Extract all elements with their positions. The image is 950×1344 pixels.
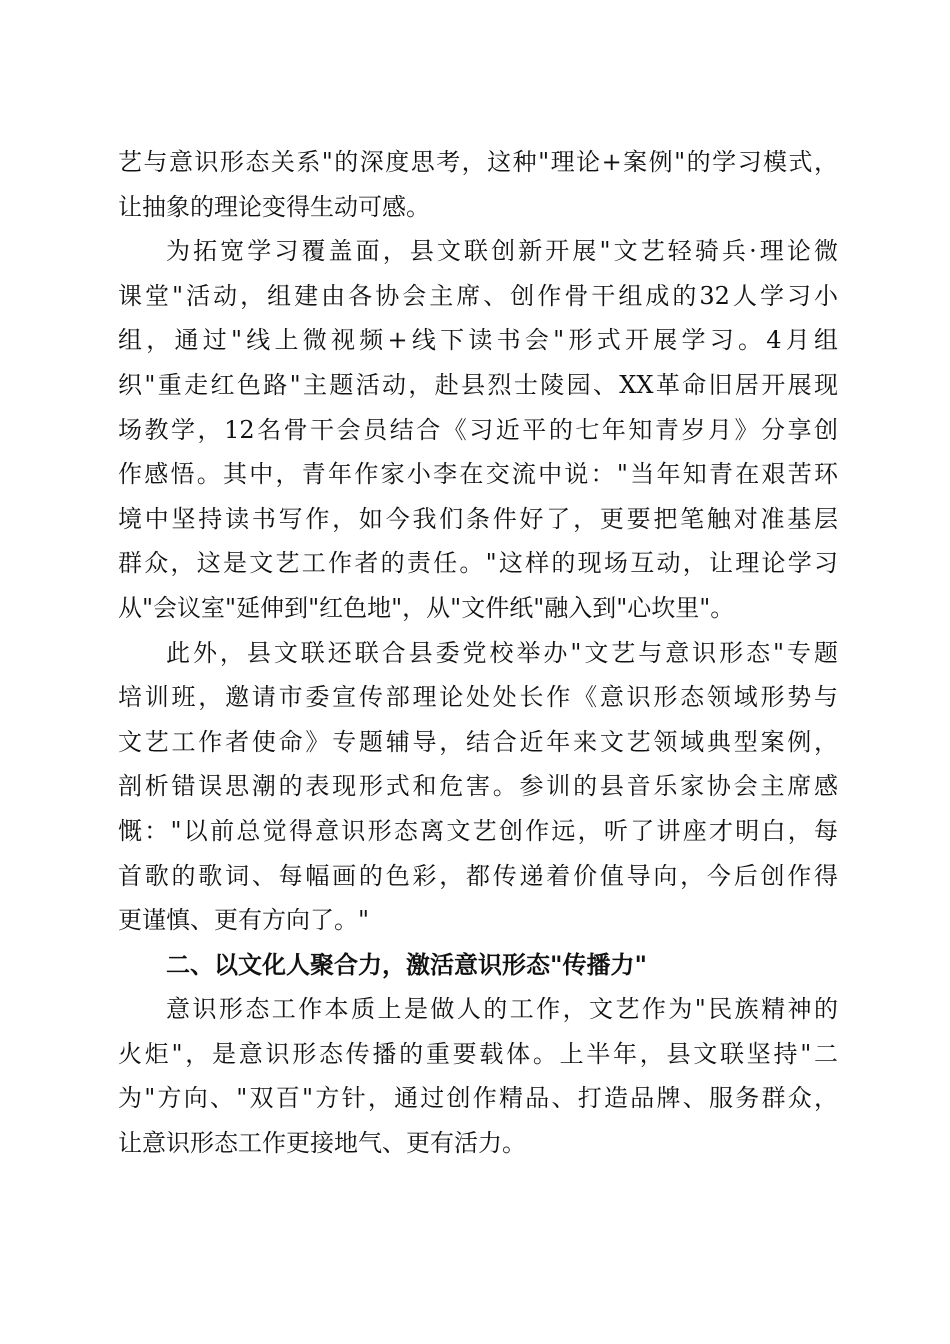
- paragraph-study-coverage: [118, 229, 838, 630]
- text-line: 课堂"活动，组建由各协会主席、创作骨干组成的32人学习小: [118, 281, 838, 310]
- text-line: 首歌的歌词、每幅画的色彩，都传递着价值导向，今后创作得: [118, 861, 838, 890]
- section-heading-text: 二、以文化人聚合力，激活意识形态"传播力": [166, 950, 648, 979]
- text-line: 从"会议室"延伸到"红色地"，从"文件纸"融入到"心坎里"。: [118, 593, 735, 622]
- text-line: 慨："以前总觉得意识形态离文艺创作远，听了讲座才明白，每: [118, 816, 838, 845]
- text-line: 更谨慎、更有方向了。": [118, 906, 370, 935]
- document-body: [118, 140, 838, 1166]
- text-line: 为"方向、"双百"方针，通过创作精品、打造品牌、服务群众，: [118, 1084, 838, 1113]
- text-line: 境中坚持读书写作，如今我们条件好了，更要把笔触对准基层: [118, 504, 838, 533]
- text-line: 培训班，邀请市委宣传部理论处处长作《意识形态领域形势与: [118, 683, 838, 712]
- text-line: 为拓宽学习覆盖面，县文联创新开展"文艺轻骑兵·理论微: [166, 237, 838, 266]
- text-line: 剖析错误思潮的表现形式和危害。参训的县音乐家协会主席感: [118, 772, 838, 801]
- text-line: 织"重走红色路"主题活动，赴县烈士陵园、XX革命旧居开展现: [118, 370, 838, 399]
- paragraph-training-class: [118, 631, 838, 943]
- text-line: 此外，县文联还联合县委党校举办"文艺与意识形态"专题: [166, 638, 838, 667]
- section-heading: [118, 943, 838, 988]
- text-line: 文艺工作者使命》专题辅导，结合近年来文艺领域典型案例，: [118, 727, 838, 756]
- text-line: 群众，这是文艺工作者的责任。"这样的现场互动，让理论学习: [118, 549, 838, 578]
- text-line: 艺与意识形态关系"的深度思考，这种"理论+案例"的学习模式，: [118, 148, 838, 176]
- text-line: 作感悟。其中，青年作家小李在交流中说："当年知青在艰苦环: [118, 460, 838, 489]
- text-line: 组，通过"线上微视频+线下读书会"形式开展学习。4月组: [118, 326, 838, 355]
- text-line: 火炬"，是意识形态传播的重要载体。上半年，县文联坚持"二: [118, 1039, 838, 1068]
- paragraph-continuation: [118, 140, 838, 229]
- paragraph-ideology-work: [118, 987, 838, 1165]
- text-line: 场教学，12名骨干会员结合《习近平的七年知青岁月》分享创: [118, 415, 838, 444]
- text-line: 让抽象的理论变得生动可感。: [118, 192, 430, 221]
- text-line: 让意识形态工作更接地气、更有活力。: [118, 1129, 526, 1158]
- text-line: 意识形态工作本质上是做人的工作，文艺作为"民族精神的: [166, 995, 838, 1024]
